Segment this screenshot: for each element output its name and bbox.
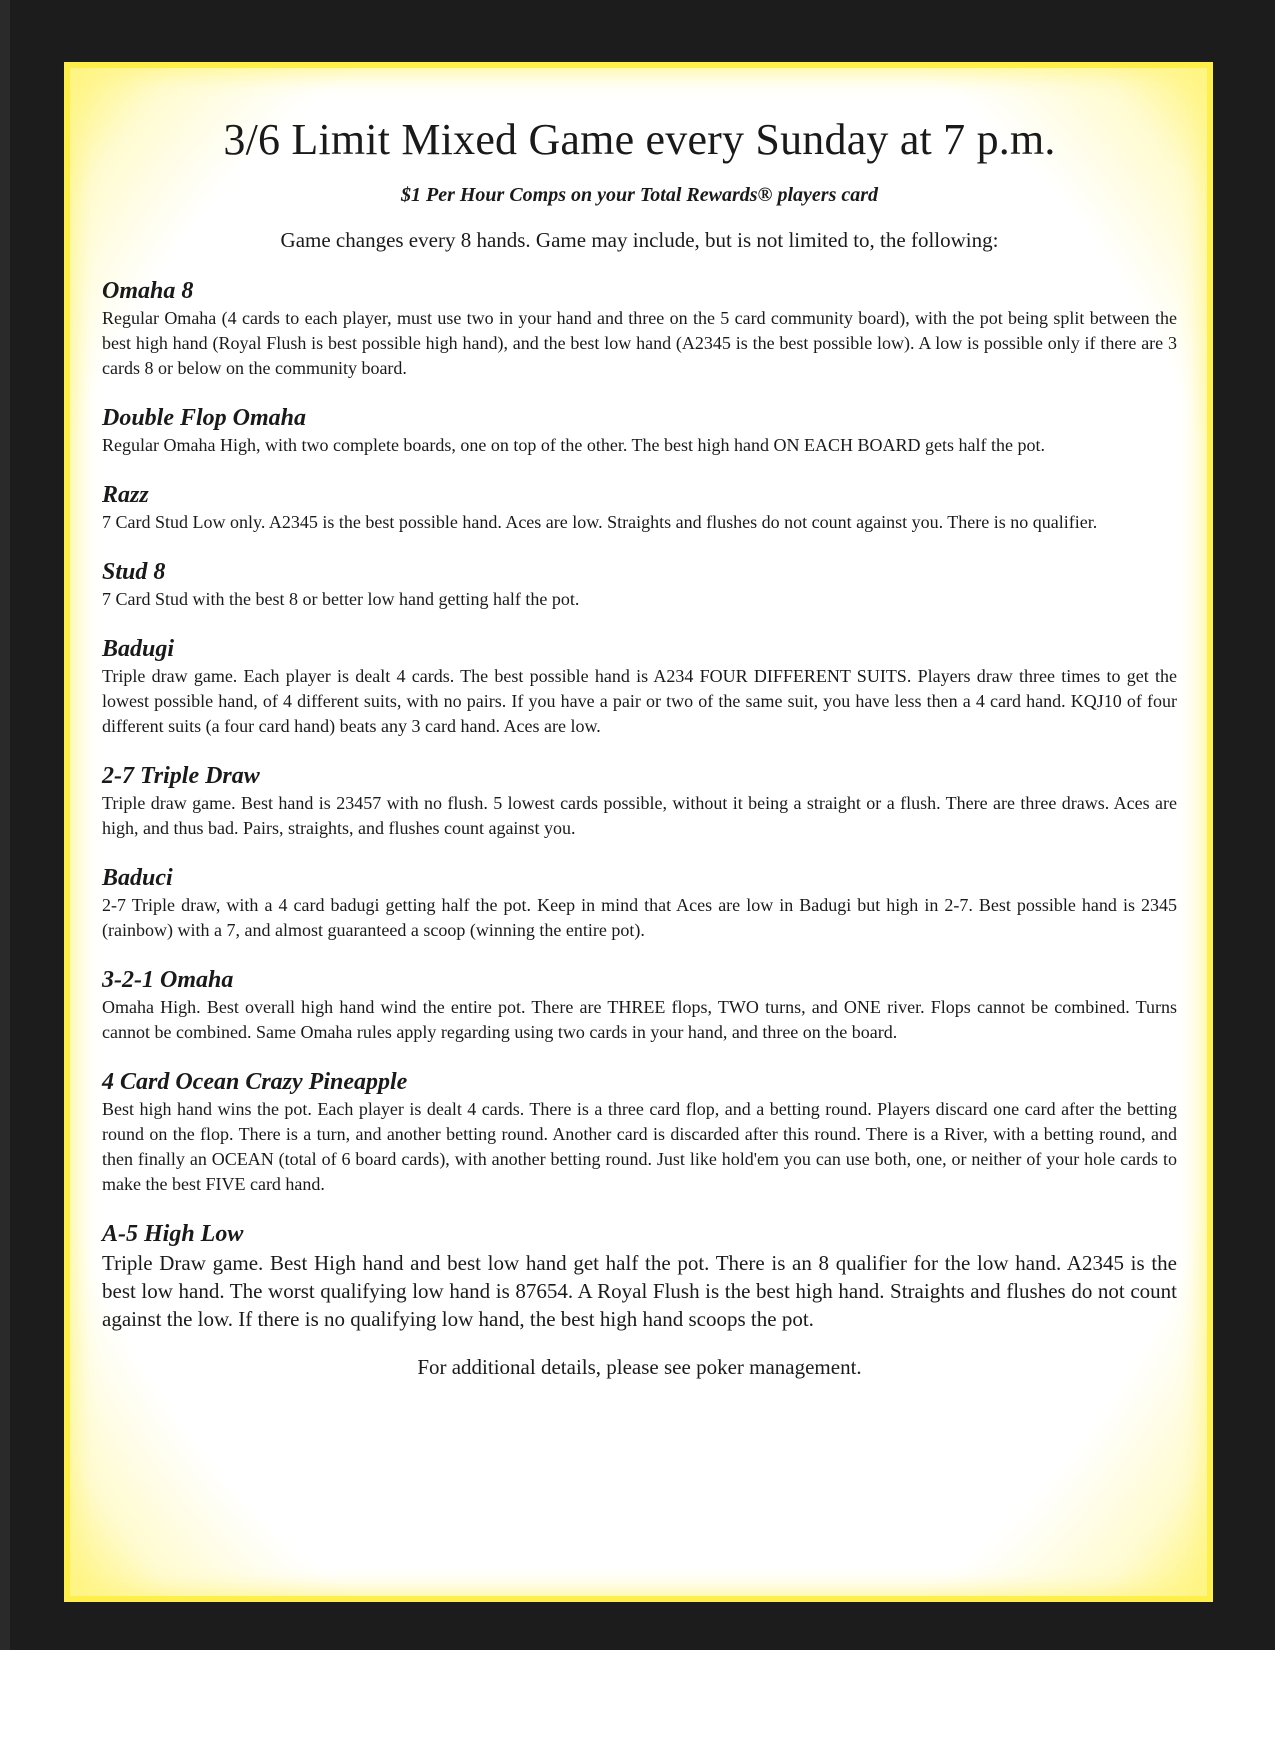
game-description: Regular Omaha High, with two complete boards, one on top of the other. The best high hand ON EACH BOARD gets half the pot. (102, 435, 1046, 455)
page-title: 3/6 Limit Mixed Game every Sunday at 7 p.m. (223, 115, 1056, 164)
footer-note: For additional details, please see poker management. (417, 1355, 862, 1379)
game-description: Omaha High. Best overall high hand wind the entire pot. There are THREE flops, TWO turns, and ONE river. Flops cannot be combined. Turns cannot be combined. Same Omaha rules apply regarding using two cards in your hand, and three on the board. (102, 997, 1177, 1042)
intro-text: Game changes every 8 hands. Game may include, but is not limited to, the following: (280, 228, 999, 252)
game-section-double-flop-omaha (102, 403, 1177, 458)
game-description: 2-7 Triple draw, with a 4 card badugi getting half the pot. Keep in mind that Aces are low in Badugi but high in 2-7. Best possible hand is 2345 (rainbow) with a 7, and almost guaranteed a scoop (winning the entire pot). (102, 895, 1177, 940)
game-description: Triple Draw game. Best High hand and best low hand get half the pot. There is an 8 qualifier for the low hand. A2345 is the best low hand. The worst qualifying low hand is 87654. A Royal Flush is the best high hand. Straights and flushes do not count against the low. If there is no qualifying low hand, the best high hand scoops the pot. (102, 1251, 1177, 1331)
game-name: Double Flop Omaha (102, 405, 307, 431)
game-description: 7 Card Stud with the best 8 or better low hand getting half the pot. (102, 589, 580, 609)
game-section-3-2-1-omaha (102, 965, 1177, 1045)
game-description: Best high hand wins the pot. Each player is dealt 4 cards. There is a three card flop, and a betting round. Players discard one card after the betting round on the flop. There is a turn, and another betting round. Another card is discarded after this round. There is a River, with a betting round, and then finally an OCEAN (total of 6 board cards), with another betting round. Just like hold'em you can use both, one, or neither of your hole cards to make the best FIVE card hand. (102, 1099, 1177, 1194)
game-section-stud-8 (102, 557, 1177, 612)
game-name: 2-7 Triple Draw (102, 763, 260, 789)
game-description: Triple draw game. Each player is dealt 4 cards. The best possible hand is A234 FOUR DIFFERENT SUITS. Players draw three times to get the lowest possible hand, of 4 different suits, with no pairs. If you have a pair or two of the same suit, you have less then a 4 card hand. KQJ10 of four different suits (a four card hand) beats any 3 card hand. Aces are low. (102, 666, 1177, 736)
game-name: A-5 High Low (102, 1221, 244, 1247)
game-description: 7 Card Stud Low only. A2345 is the best possible hand. Aces are low. Straights and flushes do not count against you. There is no qualifier. (102, 512, 1098, 532)
game-section-2-7-triple-draw (102, 761, 1177, 841)
comps-subtitle: $1 Per Hour Comps on your Total Rewards® players card (400, 184, 879, 206)
flyer-content (102, 114, 1177, 1381)
game-name: Omaha 8 (102, 278, 194, 304)
game-name: Baduci (102, 865, 173, 891)
game-name: Stud 8 (102, 559, 166, 585)
game-section-badugi (102, 634, 1177, 739)
game-section-omaha-8 (102, 276, 1177, 381)
game-section-razz (102, 480, 1177, 535)
game-name: Razz (102, 482, 149, 508)
game-section-crazy-pineapple (102, 1067, 1177, 1197)
game-name: 3-2-1 Omaha (102, 967, 234, 993)
game-section-baduci (102, 863, 1177, 943)
game-name: Badugi (102, 636, 175, 662)
game-section-a-5-high-low (102, 1219, 1177, 1333)
game-name: 4 Card Ocean Crazy Pineapple (102, 1069, 408, 1095)
scan-edge (0, 0, 10, 1650)
game-description: Triple draw game. Best hand is 23457 with no flush. 5 lowest cards possible, without it being a straight or a flush. There are three draws. Aces are high, and thus bad. Pairs, straights, and flushes count against you. (102, 793, 1177, 838)
game-description: Regular Omaha (4 cards to each player, must use two in your hand and three on the 5 card community board), with the pot being split between the best high hand (Royal Flush is best possible high hand), and the best low hand (A2345 is the best possible low). A low is possible only if there are 3 cards 8 or below on the community board. (102, 308, 1177, 378)
flyer-page (64, 62, 1213, 1602)
